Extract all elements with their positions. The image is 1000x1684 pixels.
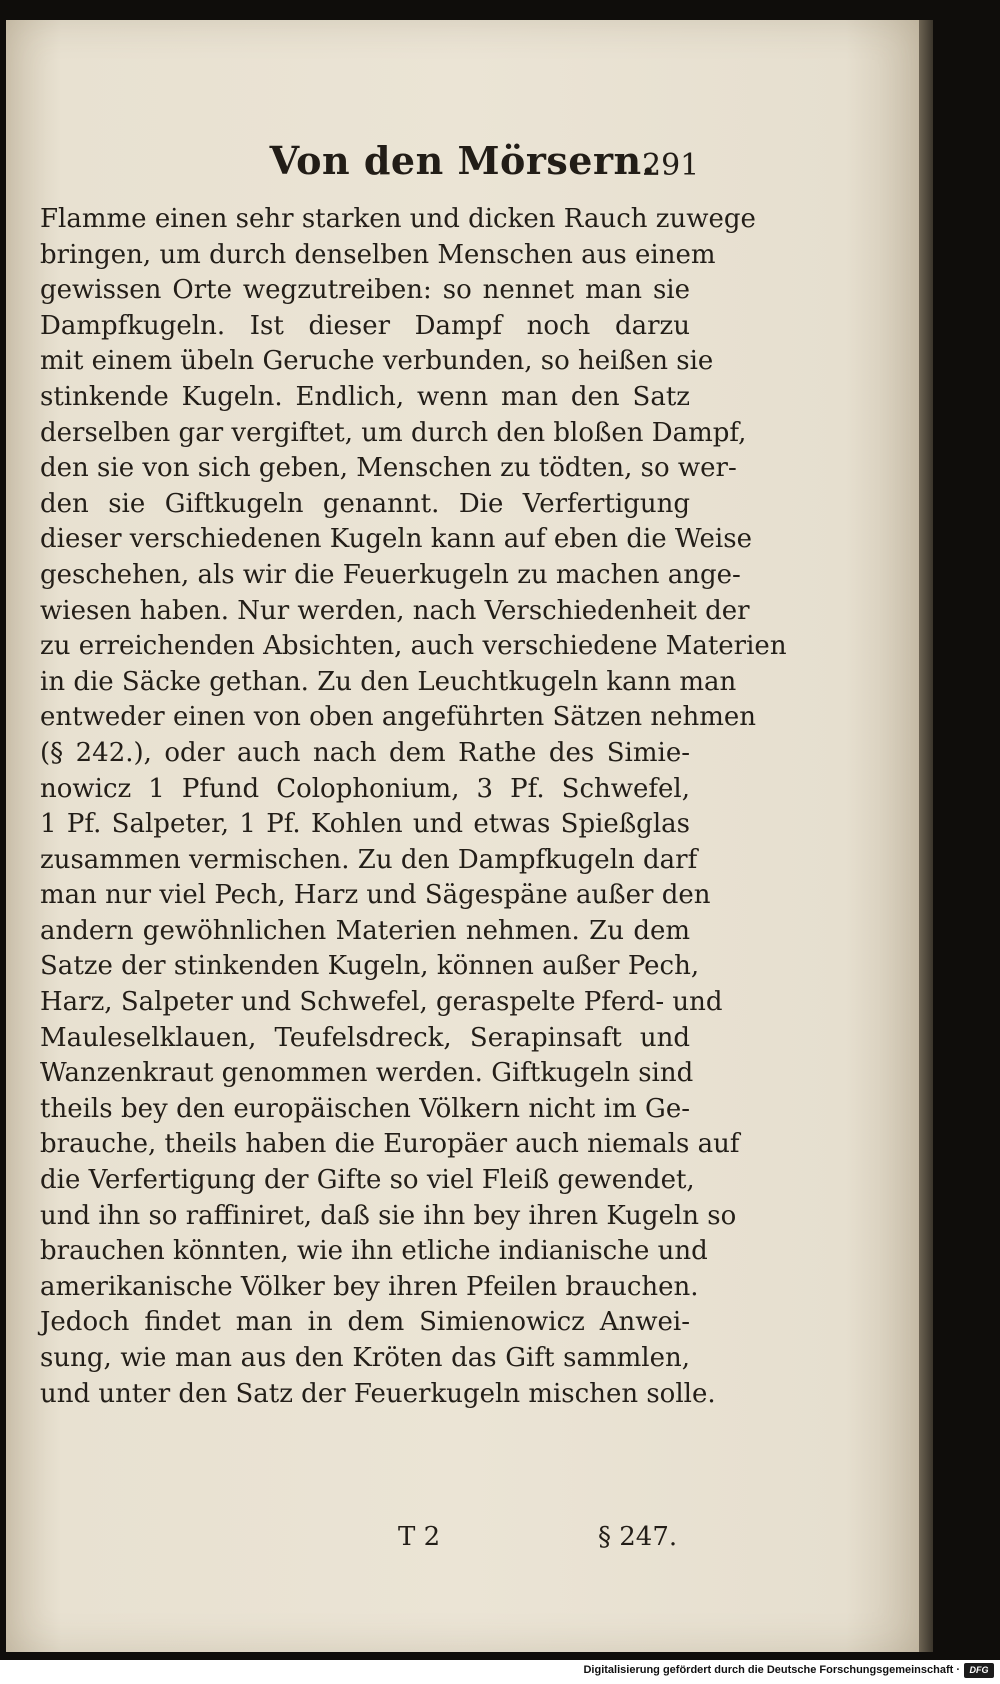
text-line: Wanzenkraut genommen werden. Giftkugeln sind: [40, 1058, 694, 1089]
funding-credit: Digitalisierung gefördert durch die Deutsche Forschungsgemeinschaft ·: [583, 1664, 960, 1676]
text-line: dieser verschiedenen Kugeln kann auf eben die Weise: [40, 524, 752, 555]
text-line: Harz, Salpeter und Schwefel, geraspelte Pferd- und: [40, 987, 723, 1018]
text-line: man nur viel Pech, Harz und Sägespäne außer den: [40, 880, 711, 911]
credit-bar: [0, 1660, 1000, 1684]
running-title: Von den Mörsern.: [269, 138, 656, 183]
text-line: zu erreichenden Absichten, auch verschiedene Materien: [40, 631, 787, 662]
text-line: brauche, theils haben die Europäer auch niemals auf: [40, 1129, 740, 1160]
text-line: bringen, um durch denselben Menschen aus einem: [40, 239, 716, 270]
text-line: geschehen, als wir die Feuerkugeln zu machen ange-: [40, 559, 741, 590]
text-line: Flamme einen sehr starken und dicken Rauch zuwege: [40, 204, 756, 234]
text-line: mit einem übeln Geruche verbunden, so heißen sie: [40, 346, 714, 377]
text-line: 1 Pf. Salpeter, 1 Pf. Kohlen und etwas Spießglas: [40, 809, 690, 840]
book-page: [6, 20, 919, 1652]
text-line: entweder einen von oben angeführten Sätzen nehmen: [40, 702, 757, 733]
text-line: Dampfkugeln. Ist dieser Dampf noch darzu: [40, 310, 690, 341]
text-line: Satze der stinkenden Kugeln, können außer Pech,: [40, 951, 700, 982]
text-line: nowicz 1 Pfund Colophonium, 3 Pf. Schwefel,: [40, 773, 690, 804]
text-line: derselben gar vergiftet, um durch den bloßen Dampf,: [40, 417, 747, 448]
page-number: 291: [642, 148, 700, 183]
body-text: [40, 202, 787, 1412]
text-line: stinkende Kugeln. Endlich, wenn man den Satz: [40, 381, 690, 412]
catchword: § 247.: [598, 1522, 678, 1552]
text-line: sung, wie man aus den Kröten das Gift sammlen,: [40, 1343, 690, 1373]
text-line: (§ 242.), oder auch nach dem Rathe des Simie-: [40, 737, 690, 768]
text-line: den sie Giftkugeln genannt. Die Verfertigung: [40, 488, 690, 519]
text-line: und unter den Satz der Feuerkugeln mischen solle.: [40, 1378, 716, 1409]
text-line: zusammen vermischen. Zu den Dampfkugeln darf: [40, 844, 698, 875]
text-line: die Verfertigung der Gifte so viel Fleiß gewendet,: [40, 1165, 695, 1196]
text-line: in die Säcke gethan. Zu den Leuchtkugeln kann man: [40, 666, 737, 697]
text-line: brauchen könnten, wie ihn etliche indianische und: [40, 1236, 708, 1267]
text-line: Mauleselklauen, Teufelsdreck, Serapinsaft und: [40, 1022, 690, 1053]
text-line: theils bey den europäischen Völkern nicht im Ge-: [40, 1093, 690, 1124]
text-line: gewissen Orte wegzutreiben: so nennet man sie: [40, 275, 690, 306]
page-edge: [919, 20, 933, 1652]
dfg-logo-icon: DFG: [964, 1663, 994, 1678]
text-line: andern gewöhnlichen Materien nehmen. Zu dem: [40, 915, 690, 946]
text-line: den sie von sich geben, Menschen zu tödten, so wer-: [40, 453, 737, 484]
text-line: wiesen haben. Nur werden, nach Verschiedenheit der: [40, 595, 750, 626]
signature-mark: T 2: [398, 1522, 441, 1552]
text-line: amerikanische Völker bey ihren Pfeilen brauchen.: [40, 1271, 699, 1302]
text-line: Jedoch findet man in dem Simienowicz Anwei-: [40, 1307, 690, 1338]
text-line: und ihn so raffiniret, daß sie ihn bey ihren Kugeln so: [40, 1200, 737, 1231]
